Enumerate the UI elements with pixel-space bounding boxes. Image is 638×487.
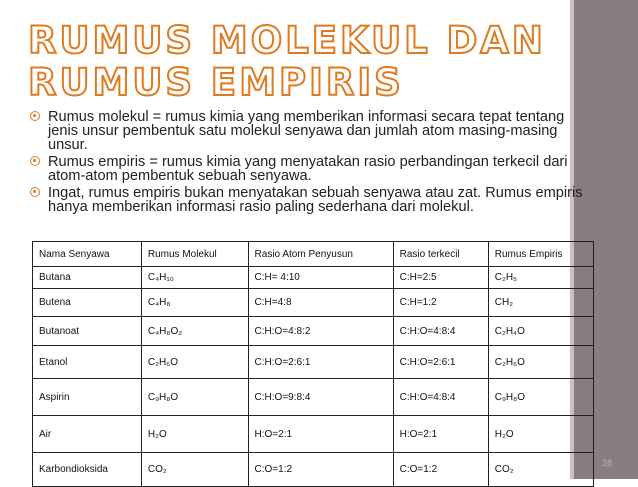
header-cell: Rasio Atom Penyusun	[248, 242, 393, 267]
bullet-icon	[30, 187, 40, 197]
table-cell: Butana	[33, 267, 142, 289]
table-row	[33, 267, 594, 289]
bullet-text: Rumus molekul = rumus kimia yang memberikan informasi secara tepat tentang jenis unsur pembentuk satu molekul senyawa dan jumlah atom masing-masing unsur.	[48, 109, 565, 153]
table-cell: Butena	[33, 289, 142, 317]
page-number: 28	[602, 458, 613, 468]
table-row	[33, 453, 594, 487]
table-header-row	[33, 242, 594, 267]
table-cell: C:H= 4:10	[248, 267, 393, 289]
table-cell: C:H=1:2	[393, 289, 488, 317]
table-cell: C₉H₈O	[488, 379, 593, 416]
table-row	[33, 317, 594, 346]
bullet-item	[30, 155, 590, 183]
table-cell: CO₂	[488, 453, 593, 487]
table-cell: C₄H₈O₂	[141, 317, 248, 346]
table-row	[33, 289, 594, 317]
title-line-1: RUMUS MOLEKUL DAN	[28, 19, 546, 62]
table-cell: C₄H₈	[141, 289, 248, 317]
table-cell: C:H:O=9:8:4	[248, 379, 393, 416]
table-cell: CO₂	[141, 453, 248, 487]
bullet-text: Ingat, rumus empiris bukan menyatakan sebuah senyawa atau zat. Rumus empiris hanya memberikan informasi rasio paling sederhana dari molekul.	[48, 185, 583, 215]
table-cell: C:H:O=2:6:1	[248, 346, 393, 379]
table-cell: C₂H₅	[488, 267, 593, 289]
table-cell: C:H:O=4:8:4	[393, 317, 488, 346]
table-cell: Etanol	[33, 346, 142, 379]
header-cell: Rumus Molekul	[141, 242, 248, 267]
table-cell: C:O=1:2	[393, 453, 488, 487]
table-cell: C₂H₄O	[488, 317, 593, 346]
bullet-item	[30, 186, 590, 214]
table-cell: C₂H₆O	[141, 346, 248, 379]
bullet-text: Rumus empiris = rumus kimia yang menyatakan rasio perbandingan terkecil dari atom-atom pembentuk sebuah senyawa.	[48, 154, 568, 184]
table-row	[33, 379, 594, 416]
header-cell: Rumus Empiris	[488, 242, 593, 267]
table-cell: Butanoat	[33, 317, 142, 346]
table-row	[33, 416, 594, 453]
table-cell: H₂O	[488, 416, 593, 453]
table-cell: C:H:O=4:8:4	[393, 379, 488, 416]
table-cell: Air	[33, 416, 142, 453]
table-row	[33, 346, 594, 379]
header-cell: Nama Senyawa	[33, 242, 142, 267]
slide-title	[28, 20, 546, 104]
table-cell: Karbondioksida	[33, 453, 142, 487]
table-cell: H:O=2:1	[248, 416, 393, 453]
bullet-icon	[30, 111, 40, 121]
bullet-list	[30, 110, 590, 217]
bullet-item	[30, 110, 590, 152]
table-cell: C:H:O=4:8:2	[248, 317, 393, 346]
title-line-2: RUMUS EMPIRIS	[28, 61, 404, 104]
bullet-icon	[30, 156, 40, 166]
formula-table	[32, 241, 594, 487]
table-cell: C₄H₁₀	[141, 267, 248, 289]
table-cell: H:O=2:1	[393, 416, 488, 453]
header-cell: Rasio terkecil	[393, 242, 488, 267]
table-cell: CH₂	[488, 289, 593, 317]
table-cell: C:H=4:8	[248, 289, 393, 317]
table-cell: Aspirin	[33, 379, 142, 416]
table-cell: C:H:O=2:6:1	[393, 346, 488, 379]
table-cell: H₂O	[141, 416, 248, 453]
table-cell: C₉H₈O	[141, 379, 248, 416]
table-cell: C:H=2:5	[393, 267, 488, 289]
table-cell: C₂H₆O	[488, 346, 593, 379]
table-cell: C:O=1:2	[248, 453, 393, 487]
